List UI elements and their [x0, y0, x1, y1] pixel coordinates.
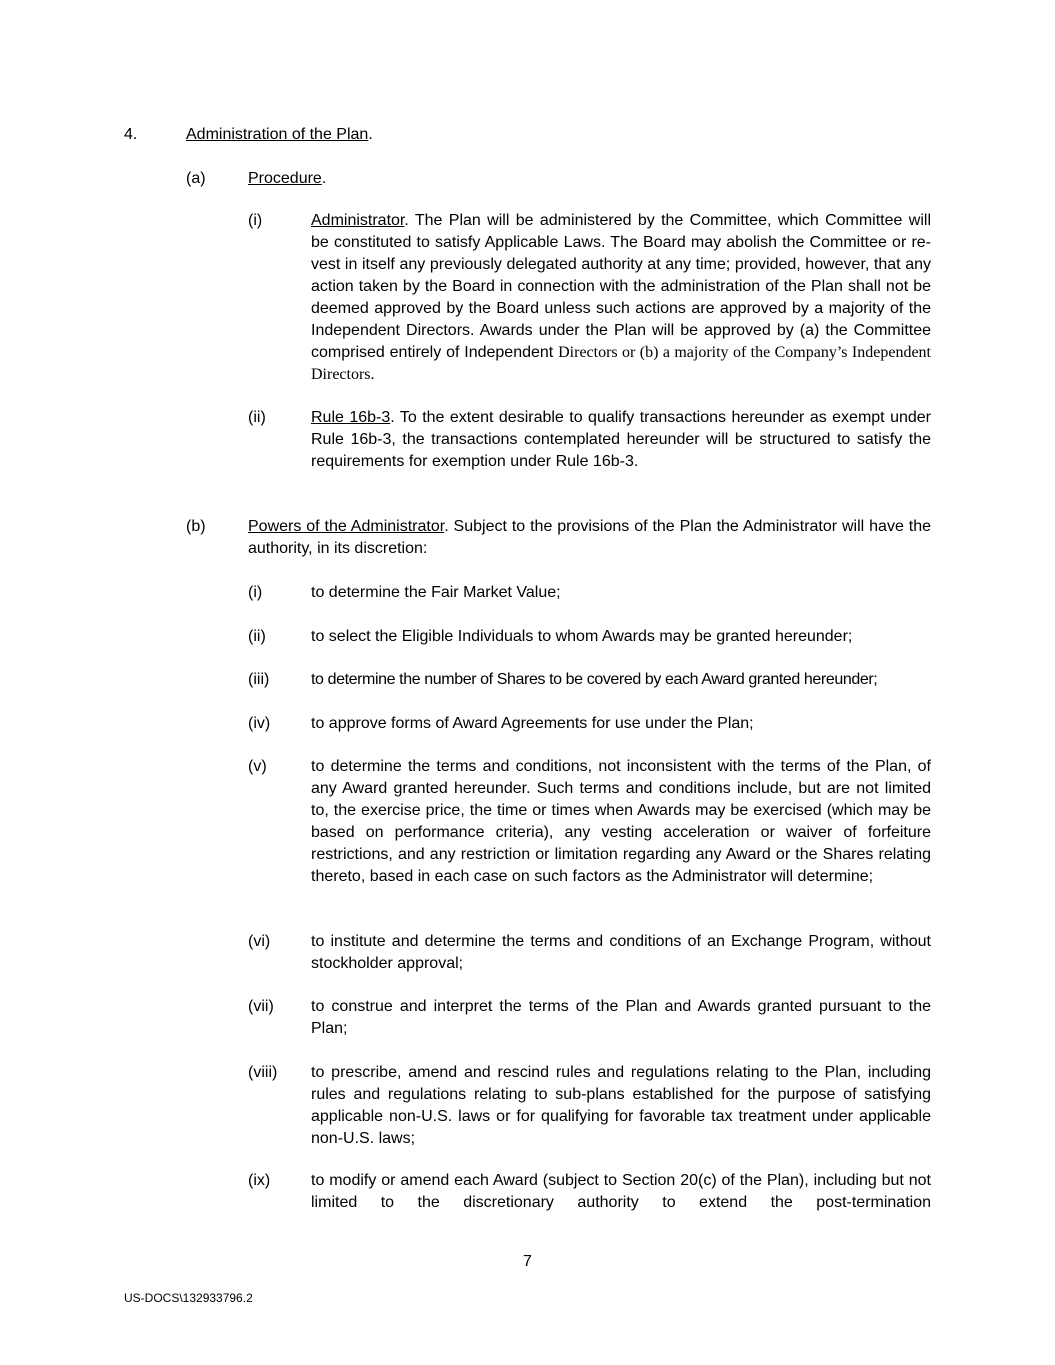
item-number: (ii) [248, 409, 266, 426]
item-number: (iv) [248, 715, 271, 732]
page-number: 7 [523, 1253, 532, 1270]
list-item: to modify or amend each Award (subject to Section 20(c) of the Plan), including but not limited to the discretionary authority to extend the post-termination [311, 1172, 931, 1211]
list-item: to determine the number of Shares to be covered by each Award granted hereunder; [311, 671, 878, 688]
list-item: to select the Eligible Individuals to whom Awards may be granted hereunder; [311, 628, 853, 645]
section-title: Administration of the Plan [186, 126, 369, 143]
subsection-a-heading [248, 168, 326, 190]
item-number: (i) [248, 584, 263, 601]
section-heading [186, 124, 373, 146]
list-item: to construe and interpret the terms of the Plan and Awards granted pursuant to the Plan; [311, 998, 931, 1037]
item-number: (ii) [248, 628, 266, 645]
list-item: to determine the Fair Market Value; [311, 584, 561, 601]
subsection-a-number: (a) [186, 170, 206, 187]
item-title: Administrator [311, 212, 405, 229]
section-title-end: . [368, 126, 373, 143]
subsection-b-text: . Subject to the provisions of the Plan the Administrator will have the authority, in its discretion: [248, 518, 931, 557]
item-number: (ix) [248, 1172, 271, 1189]
list-item: to prescribe, amend and rescind rules and regulations relating to the Plan, including rules and regulations relating to sub-plans established for the purpose of satisfying applicable non-U.S. laws or for qualifying for favorable tax treatment under applicable non-U.S. laws; [311, 1064, 931, 1147]
list-item: to approve forms of Award Agreements for use under the Plan; [311, 715, 754, 732]
list-item: to institute and determine the terms and conditions of an Exchange Program, without stockholder approval; [311, 933, 931, 972]
subsection-a-title: Procedure [248, 170, 322, 187]
list-item: to determine the terms and conditions, not inconsistent with the terms of the Plan, of any Award granted hereunder. Such terms and conditions include, but are not limited to, the exercise price, the time or times when Awards may be exercised (which may be based on performance criteria), any vesting acceleration or waiver of forfeiture restrictions, and any restriction or limitation regarding any Award or the Shares relating thereto, based in each case on such factors as the Administrator will determine; [311, 758, 931, 885]
subsection-b-number: (b) [186, 518, 206, 535]
item-number: (i) [248, 212, 263, 229]
paragraph-rule-16b3 [311, 407, 931, 473]
section-number: 4. [124, 126, 138, 143]
item-text: . The Plan will be administered by the Committee, which Committee will be constituted to satisfy Applicable Laws. The Board may abolish the Committee or re-vest in itself any previously delegated authority at any time; provided, however, that any action taken by the Board in connection with the administration of the Plan shall not be deemed approved by the Board unless such actions are approved by a majority of the Independent Directors. Awards under the Plan will be approved by (a) the Committee comprised entirely of Independent [311, 212, 931, 361]
subsection-b-title: Powers of the Administrator [248, 518, 445, 535]
item-number: (vii) [248, 998, 274, 1015]
item-number: (iii) [248, 671, 270, 688]
subsection-b-paragraph [248, 516, 931, 560]
subsection-a-title-end: . [321, 170, 327, 187]
item-number: (viii) [248, 1064, 278, 1081]
item-number: (vi) [248, 933, 271, 950]
item-number: (v) [248, 758, 267, 775]
paragraph-administrator [311, 210, 931, 386]
item-text: . To the extent desirable to qualify transactions hereunder as exempt under Rule 16b-3, the transactions contemplated hereunder will be structured to satisfy the requirements for exemption under Rule 16b-3. [311, 409, 931, 470]
document-id-footer: US-DOCS\132933796.2 [124, 1291, 253, 1305]
item-text-serif: Directors or (b) a majority of the Company’s Independent Directors. [311, 344, 931, 383]
item-title: Rule 16b-3 [311, 409, 391, 426]
